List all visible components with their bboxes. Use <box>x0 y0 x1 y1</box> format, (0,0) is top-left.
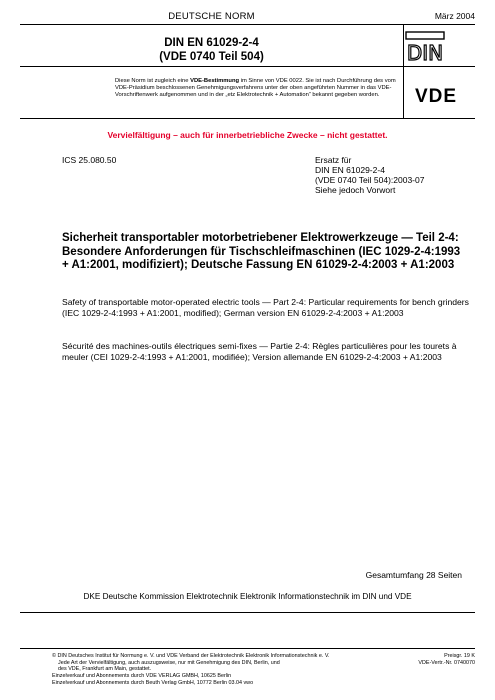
sales-line-2: Einzelverkauf und Abonnements durch Beuth Verlag GmbH, 10772 Berlin 03.04 vwo <box>52 679 254 686</box>
dke-line: DKE Deutsche Kommission Elektrotechnik Elektronik Informationstechnik im DIN und VDE <box>83 592 412 601</box>
title-german: Sicherheit transportabler motorbetriebener Elektrowerkzeuge — Teil 2-4: Besondere Anforderungen für Tischschleifmaschinen (IEC 1029-2-4:1993 + A1:2001, modifiziert); Deutsche Fassung EN 61029-2-4:2003 + A1:2003 <box>62 232 461 271</box>
header-divider <box>20 24 475 25</box>
dke-divider <box>20 612 475 613</box>
sales-line-1: Einzelverkauf und Abonnements durch VDE VERLAG GMBH, 10625 Berlin <box>52 673 232 680</box>
vde-order-number: VDE-Vertr.-Nr. 0740070 <box>418 659 475 666</box>
replacement-line-4: Siehe jedoch Vorwort <box>315 185 396 195</box>
replacement-line-3: (VDE 0740 Teil 504):2003-07 <box>315 175 425 185</box>
din-logo-text: DIN <box>406 41 444 65</box>
footer-divider <box>20 648 475 649</box>
ics-code: ICS 25.080.50 <box>62 155 117 165</box>
document-number-block <box>20 36 403 64</box>
copyright-line-3: des VDE, Frankfurt am Main, gestattet. <box>58 666 152 673</box>
total-pages: Gesamtumfang 28 Seiten <box>365 570 462 580</box>
footer-order-info <box>400 653 475 666</box>
title-english: Safety of transportable motor-operated electric tools — Part 2-4: Particular requirements for bench grinders (IEC 1029-2-4:1993 + A1:2001, modified); German version EN 61029-2-4:2003 + A1:2003 <box>62 297 469 318</box>
replacement-line-2: DIN EN 61029-2-4 <box>315 165 385 175</box>
reproduction-notice: Vervielfältigung – auch für innerbetriebliche Zwecke – nicht gestattet. <box>107 130 388 140</box>
issue-date: März 2004 <box>434 11 475 21</box>
vde-classification: (VDE 0740 Teil 504) <box>159 51 264 63</box>
vde-column-divider <box>403 66 404 118</box>
copyright-line-1: © DIN Deutsches Institut für Normung e. V. und VDE Verband der Elektrotechnik Elektronik Informationstechnik e. V. <box>52 653 330 659</box>
notice-bold-text: VDE-Bestimmung <box>190 78 240 84</box>
copyright-line-2: Jede Art der Vervielfältigung, auch auszugsweise, nur mit Genehmigung des DIN, Berlin, und <box>58 659 280 666</box>
notice-divider <box>20 118 475 119</box>
footer-copyright <box>52 653 402 687</box>
norm-label: DEUTSCHE NORM <box>168 11 255 22</box>
logo-column-divider <box>403 24 404 66</box>
notice-text-1: Diese Norm ist zugleich eine <box>115 78 191 84</box>
vde-notice <box>115 78 403 100</box>
title-french: Sécurité des machines-outils électriques semi-fixes — Partie 2-4: Règles particulières pour les tourets à meuler (CEI 1029-2-4:1993 + A1:2001, modifiée); Version allemande EN 61029-2-4:2003 + A1:2003 <box>62 341 457 362</box>
title-block-divider <box>20 66 475 67</box>
din-logo <box>405 31 445 65</box>
notice-text-2: im Sinne von VDE 0022. Sie ist nach Durchführung des vom VDE-Präsidium beschlossenen Genehmigungsverfahrens unter der oben angeführten Nummer in das VDE-Vorschriftenwerk aufgenommen und in der „etz Elektrotechnik + Automation“ bekannt gegeben worden. <box>115 78 396 99</box>
document-number: DIN EN 61029-2-4 <box>164 37 259 49</box>
replacement-info <box>315 155 424 195</box>
price-group: Preisgr. 19 K <box>444 653 475 659</box>
replacement-line-1: Ersatz für <box>315 155 352 165</box>
vde-logo: VDE <box>415 86 458 107</box>
